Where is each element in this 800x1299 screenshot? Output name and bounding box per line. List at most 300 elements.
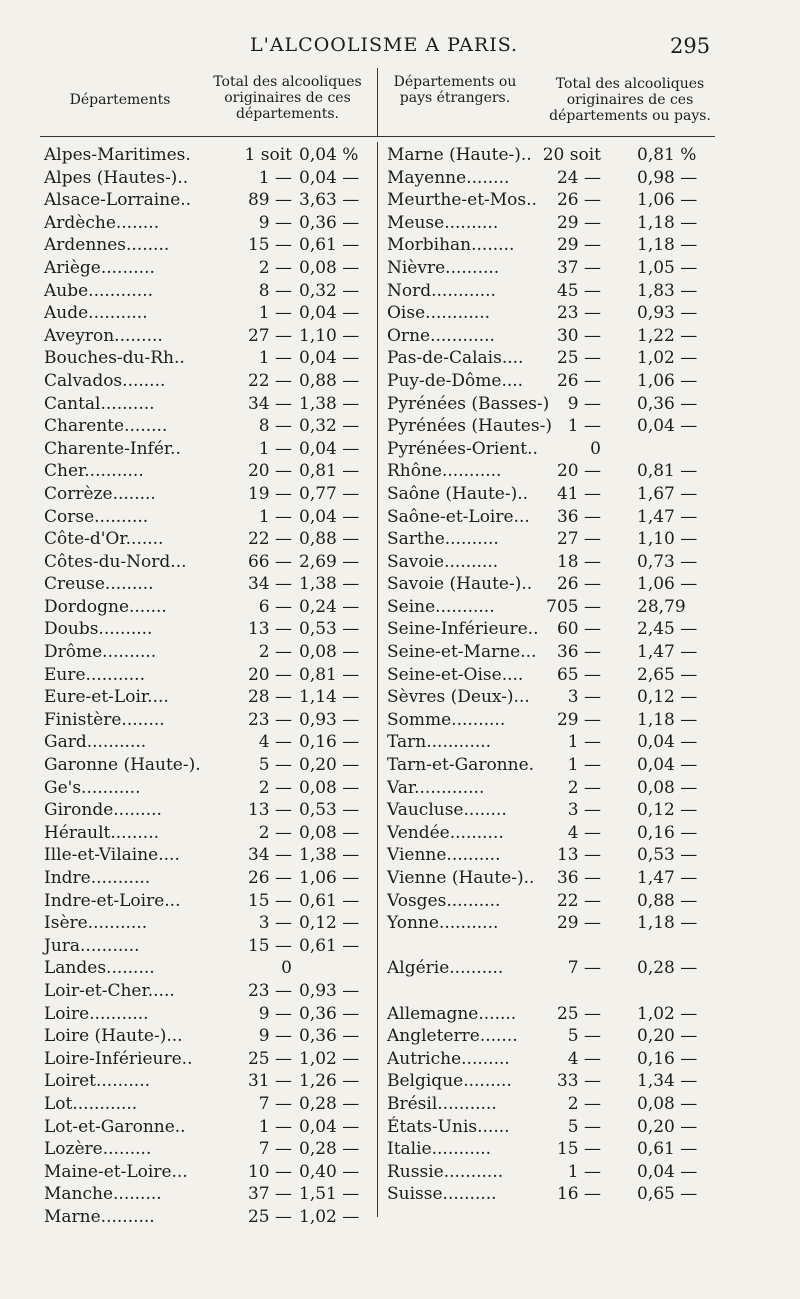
row-percentage: 0,81 —	[637, 461, 698, 482]
row-name: Orne............	[387, 325, 495, 346]
table-row	[44, 189, 374, 212]
row-percentage: 0,04 —	[637, 755, 698, 776]
row-count: 41 —	[556, 483, 601, 504]
table-row	[44, 1070, 374, 1093]
row-count: 22 —	[556, 890, 601, 911]
row-percentage: 0,88 —	[637, 890, 698, 911]
header-column-divider	[377, 68, 378, 136]
table-row	[387, 528, 717, 551]
row-count: 2 —	[258, 257, 292, 278]
row-percentage: 1,18 —	[637, 212, 698, 233]
table-row	[44, 506, 374, 529]
row-name: Brésil...........	[387, 1093, 497, 1114]
row-name: Lot-et-Garonne..	[44, 1116, 186, 1137]
row-name: Cher...........	[44, 461, 144, 482]
row-percentage: 1,67 —	[637, 483, 698, 504]
row-name: Ardèche........	[44, 212, 160, 233]
table-row	[387, 1025, 717, 1048]
row-name: Bouches-du-Rh..	[44, 348, 185, 369]
row-count: 8 —	[258, 416, 292, 437]
row-name: Allemagne.......	[387, 1003, 517, 1024]
table-row	[44, 844, 374, 867]
row-count: 34 —	[247, 574, 292, 595]
row-percentage: 1,22 —	[637, 325, 698, 346]
row-count: 7 —	[567, 958, 601, 979]
table-row	[44, 280, 374, 303]
row-name: Marne..........	[44, 1206, 155, 1227]
table-row	[44, 528, 374, 551]
table-row	[387, 1070, 717, 1093]
table-row	[387, 551, 717, 574]
row-percentage: 0,04 %	[299, 145, 359, 165]
row-spacer	[387, 980, 717, 1003]
row-name: Indre-et-Loire...	[44, 890, 181, 911]
row-name: Italie...........	[387, 1139, 492, 1160]
table-row	[387, 1183, 717, 1206]
row-percentage: 0,16 —	[637, 1048, 698, 1069]
row-percentage: 1,47 —	[637, 868, 698, 888]
row-count: 27 —	[247, 325, 292, 346]
table-row	[44, 257, 374, 280]
row-percentage: 0,36 —	[299, 1003, 360, 1024]
row-count: 19 —	[247, 483, 292, 504]
row-percentage: 0,88 —	[299, 370, 360, 391]
table-row	[44, 1025, 374, 1048]
table-row	[387, 325, 717, 348]
table-row	[387, 302, 717, 325]
table-row	[44, 777, 374, 800]
row-name: Charente-Infér..	[44, 438, 181, 459]
column-header-departements-left: Départements	[69, 92, 171, 108]
page-header	[0, 34, 800, 62]
row-percentage: 1,47 —	[637, 506, 698, 527]
row-name: Creuse.........	[44, 574, 154, 595]
table-row	[44, 596, 374, 619]
row-percentage: 1,51 —	[299, 1184, 360, 1205]
row-percentage: 1,02 —	[637, 1003, 698, 1024]
table-row	[44, 1048, 374, 1071]
table-row	[44, 1138, 374, 1161]
table-row	[44, 980, 374, 1003]
row-name: Nièvre..........	[387, 257, 500, 278]
row-name: Landes.........	[44, 958, 155, 979]
table-row	[387, 1116, 717, 1139]
table-row	[387, 415, 717, 438]
row-name: Aude...........	[44, 303, 148, 324]
row-name: Loire...........	[44, 1003, 149, 1024]
table-row	[44, 167, 374, 190]
left-table-column	[44, 144, 374, 1229]
row-percentage: 0,61 —	[637, 1139, 698, 1160]
row-count: 0	[590, 438, 601, 459]
row-count: 4 —	[567, 822, 601, 843]
table-row	[387, 618, 717, 641]
row-count: 33 —	[556, 1071, 601, 1092]
row-name: Marne (Haute-)..	[387, 145, 532, 165]
row-name: Isère...........	[44, 913, 148, 934]
row-percentage: 0,12 —	[299, 913, 360, 934]
row-count: 60 —	[556, 619, 601, 640]
table-row	[44, 438, 374, 461]
row-percentage: 0,04 —	[637, 1161, 698, 1182]
row-name: Russie...........	[387, 1161, 504, 1182]
table-row	[387, 799, 717, 822]
row-percentage: 1,18 —	[637, 913, 698, 934]
table-row	[44, 754, 374, 777]
row-percentage: 0,32 —	[299, 280, 360, 301]
row-count: 36 —	[556, 642, 601, 663]
row-count: 5 —	[258, 755, 292, 776]
row-percentage: 0,28 —	[299, 1139, 360, 1160]
table-row	[387, 234, 717, 257]
row-percentage: 0,61 —	[299, 935, 360, 956]
row-name: Suisse..........	[387, 1184, 497, 1205]
row-percentage: 0,53 —	[299, 619, 360, 640]
row-name: Seine-Inférieure..	[387, 619, 539, 640]
table-row	[387, 257, 717, 280]
table-row	[387, 844, 717, 867]
row-count: 24 —	[556, 167, 601, 188]
table-row	[44, 822, 374, 845]
row-count: 2 —	[258, 642, 292, 663]
table-row	[44, 144, 374, 167]
table-row	[387, 754, 717, 777]
row-spacer	[387, 935, 717, 958]
row-percentage: 0,04 —	[299, 1116, 360, 1137]
table-row	[387, 167, 717, 190]
table-row	[44, 1093, 374, 1116]
row-name: Côtes-du-Nord...	[44, 551, 187, 572]
row-count: 29 —	[556, 709, 601, 730]
row-count: 25 —	[556, 1003, 601, 1024]
row-name: Vaucluse........	[387, 800, 507, 821]
row-percentage: 0,04 —	[299, 506, 360, 527]
row-count: 15 —	[247, 235, 292, 256]
row-count: 15 —	[247, 890, 292, 911]
row-count: 25 —	[247, 1048, 292, 1069]
row-name: Seine-et-Oise....	[387, 664, 524, 685]
row-percentage: 0,04 —	[637, 416, 698, 437]
row-percentage: 1,02 —	[299, 1206, 360, 1227]
row-count: 1 —	[567, 1161, 601, 1182]
row-percentage: 1,02 —	[299, 1048, 360, 1069]
table-row	[387, 709, 717, 732]
row-name: Nord............	[387, 280, 496, 301]
row-percentage: 3,63 —	[299, 190, 360, 211]
row-count: 2 —	[567, 1093, 601, 1114]
row-percentage: 0,08 —	[637, 1093, 698, 1114]
row-name: Alsace-Lorraine..	[44, 190, 192, 211]
row-count: 2 —	[258, 777, 292, 798]
row-name: Belgique.........	[387, 1071, 512, 1092]
row-count: 45 —	[556, 280, 601, 301]
row-percentage: 0,36 —	[637, 393, 698, 414]
row-count: 2 —	[258, 822, 292, 843]
table-row	[387, 483, 717, 506]
row-percentage: 0,08 —	[299, 822, 360, 843]
row-percentage: 0,65 —	[637, 1184, 698, 1205]
running-title: L'ALCOOLISME A PARIS.	[250, 34, 519, 56]
table-row	[387, 1138, 717, 1161]
row-count: 1 —	[258, 303, 292, 324]
row-name: Corrèze........	[44, 483, 156, 504]
row-count: 18 —	[556, 551, 601, 572]
row-name: Alpes-Maritimes.	[44, 145, 191, 165]
row-percentage: 2,45 —	[637, 619, 698, 640]
table-row	[387, 686, 717, 709]
row-name: Vendée..........	[387, 822, 504, 843]
row-count: 37 —	[247, 1184, 292, 1205]
row-percentage: 0,08 —	[299, 777, 360, 798]
row-percentage: 1,06 —	[637, 574, 698, 595]
table-row	[44, 1003, 374, 1026]
row-name: Pyrénées (Basses-)	[387, 393, 550, 414]
row-percentage: 0,36 —	[299, 212, 360, 233]
row-count: 10 —	[247, 1161, 292, 1182]
table-row	[387, 912, 717, 935]
row-percentage: 0,81 %	[637, 145, 697, 165]
row-count: 20 soit	[542, 145, 601, 165]
row-percentage: 0,61 —	[299, 235, 360, 256]
row-percentage: 0,28 —	[637, 958, 698, 979]
table-row	[387, 1161, 717, 1184]
table-row	[44, 370, 374, 393]
row-percentage: 0,93 —	[637, 303, 698, 324]
table-row	[44, 551, 374, 574]
table-row	[44, 483, 374, 506]
table-row	[44, 867, 374, 890]
table-row	[387, 641, 717, 664]
row-name: Autriche.........	[387, 1048, 510, 1069]
row-name: Corse..........	[44, 506, 149, 527]
row-name: Tarn-et-Garonne.	[387, 755, 535, 776]
row-name: Ardennes........	[44, 235, 170, 256]
row-name: Ariège..........	[44, 257, 155, 278]
row-name: Saône (Haute-)..	[387, 483, 529, 504]
row-count: 7 —	[258, 1093, 292, 1114]
row-percentage: 1,18 —	[637, 235, 698, 256]
page-number: 295	[670, 34, 711, 58]
table-row	[387, 1093, 717, 1116]
row-percentage: 0,32 —	[299, 416, 360, 437]
table-row	[387, 596, 717, 619]
row-name: Vienne (Haute-)..	[387, 868, 535, 888]
row-count: 25 —	[247, 1206, 292, 1227]
row-name: Gironde.........	[44, 800, 162, 821]
table-row	[387, 506, 717, 529]
row-name: Seine...........	[387, 596, 495, 617]
row-count: 1 —	[258, 348, 292, 369]
row-name: Savoie (Haute-)..	[387, 574, 533, 595]
column-header-departements-right: Départements ou pays étrangers.	[393, 74, 517, 106]
table-row	[44, 641, 374, 664]
table-row	[387, 438, 717, 461]
column-header-total-right: Total des alcooliques originaires de ces départements ou pays.	[549, 76, 711, 124]
header-rule	[40, 136, 715, 137]
row-percentage: 1,38 —	[299, 393, 360, 414]
table-row	[44, 393, 374, 416]
row-percentage: 0,20 —	[637, 1116, 698, 1137]
row-count: 5 —	[567, 1026, 601, 1047]
table-row	[387, 1048, 717, 1071]
row-percentage: 0,53 —	[637, 845, 698, 866]
row-count: 26 —	[247, 868, 292, 888]
row-name: Loiret..........	[44, 1071, 151, 1092]
row-name: Aveyron.........	[44, 325, 163, 346]
row-percentage: 2,69 —	[299, 551, 360, 572]
row-count: 4 —	[258, 732, 292, 753]
table-row	[44, 1183, 374, 1206]
row-count: 23 —	[247, 709, 292, 730]
row-count: 26 —	[556, 190, 601, 211]
table-row	[44, 347, 374, 370]
row-percentage: 1,38 —	[299, 574, 360, 595]
row-count: 7 —	[258, 1139, 292, 1160]
row-percentage: 0,08 —	[299, 257, 360, 278]
table-row	[387, 347, 717, 370]
row-name: Côte-d'Or.......	[44, 529, 164, 550]
row-count: 0	[281, 958, 292, 979]
table-column-divider	[377, 142, 378, 1217]
row-count: 3 —	[567, 800, 601, 821]
table-row	[387, 777, 717, 800]
table-row	[44, 618, 374, 641]
row-percentage: 1,10 —	[637, 529, 698, 550]
row-percentage: 1,05 —	[637, 257, 698, 278]
row-count: 23 —	[556, 303, 601, 324]
table-row	[387, 822, 717, 845]
row-count: 27 —	[556, 529, 601, 550]
row-name: Pas-de-Calais....	[387, 348, 524, 369]
table-row	[44, 1116, 374, 1139]
table-row	[44, 1161, 374, 1184]
table-row	[44, 1206, 374, 1229]
row-name: Eure-et-Loir....	[44, 687, 169, 708]
row-name: Algérie..........	[387, 958, 504, 979]
row-name: Alpes (Hautes-)..	[44, 167, 189, 188]
right-table-column	[387, 144, 717, 1206]
row-name: Loire (Haute-)...	[44, 1026, 183, 1047]
table-row	[44, 890, 374, 913]
row-percentage: 0,16 —	[637, 822, 698, 843]
row-percentage: 0,24 —	[299, 596, 360, 617]
table-row	[387, 460, 717, 483]
row-percentage: 0,04 —	[299, 167, 360, 188]
row-percentage: 1,06 —	[637, 370, 698, 391]
row-percentage: 0,88 —	[299, 529, 360, 550]
row-name: Dordogne.......	[44, 596, 167, 617]
row-count: 20 —	[247, 461, 292, 482]
row-count: 2 —	[567, 777, 601, 798]
row-percentage: 0,04 —	[299, 348, 360, 369]
row-count: 9 —	[567, 393, 601, 414]
row-percentage: 1,47 —	[637, 642, 698, 663]
row-percentage: 0,28 —	[299, 1093, 360, 1114]
row-name: Loir-et-Cher.....	[44, 980, 175, 1001]
row-name: Charente........	[44, 416, 168, 437]
row-count: 36 —	[556, 868, 601, 888]
row-count: 1 —	[567, 416, 601, 437]
row-percentage: 1,18 —	[637, 709, 698, 730]
row-count: 1 —	[258, 1116, 292, 1137]
row-percentage: 2,65 —	[637, 664, 698, 685]
row-percentage: 1,38 —	[299, 845, 360, 866]
row-name: Ille-et-Vilaine....	[44, 845, 180, 866]
row-count: 1 —	[258, 167, 292, 188]
row-count: 1 —	[567, 755, 601, 776]
row-count: 22 —	[247, 529, 292, 550]
row-percentage: 0,61 —	[299, 890, 360, 911]
row-name: Eure...........	[44, 664, 145, 685]
row-count: 15 —	[247, 935, 292, 956]
row-name: Lot............	[44, 1093, 138, 1114]
row-count: 3 —	[567, 687, 601, 708]
row-name: Aube............	[44, 280, 154, 301]
row-count: 9 —	[258, 1026, 292, 1047]
table-row	[44, 212, 374, 235]
table-row	[44, 686, 374, 709]
row-name: Sarthe..........	[387, 529, 499, 550]
row-name: Vosges..........	[387, 890, 501, 911]
row-percentage: 1,10 —	[299, 325, 360, 346]
row-percentage: 1,06 —	[637, 190, 698, 211]
row-name: Manche.........	[44, 1184, 162, 1205]
row-count: 1 soit	[244, 145, 292, 165]
row-count: 705 —	[546, 596, 601, 617]
row-count: 30 —	[556, 325, 601, 346]
table-row	[387, 212, 717, 235]
row-count: 66 —	[247, 551, 292, 572]
row-percentage: 0,93 —	[299, 980, 360, 1001]
table-row	[44, 957, 374, 980]
row-percentage: 0,77 —	[299, 483, 360, 504]
table-row	[387, 573, 717, 596]
row-percentage: 28,79	[637, 596, 686, 617]
row-name: Calvados........	[44, 370, 166, 391]
row-name: Puy-de-Dôme....	[387, 370, 524, 391]
row-name: Vienne..........	[387, 845, 501, 866]
row-count: 29 —	[556, 212, 601, 233]
row-percentage: 1,83 —	[637, 280, 698, 301]
table-row	[44, 573, 374, 596]
row-percentage: 0,20 —	[637, 1026, 698, 1047]
table-row	[387, 867, 717, 890]
column-header-total-left: Total des alcooliques originaires de ces départements.	[213, 74, 362, 122]
table-row	[44, 799, 374, 822]
row-count: 13 —	[247, 800, 292, 821]
row-percentage: 0,73 —	[637, 551, 698, 572]
row-name: Mayenne........	[387, 167, 510, 188]
row-name: Savoie..........	[387, 551, 499, 572]
table-row	[387, 144, 717, 167]
row-name: Pyrénées (Hautes-)	[387, 416, 552, 437]
row-count: 29 —	[556, 235, 601, 256]
row-name: Morbihan........	[387, 235, 515, 256]
row-count: 23 —	[247, 980, 292, 1001]
row-percentage: 0,40 —	[299, 1161, 360, 1182]
row-percentage: 0,08 —	[299, 642, 360, 663]
row-name: Seine-et-Marne...	[387, 642, 537, 663]
row-count: 34 —	[247, 845, 292, 866]
row-name: Hérault.........	[44, 822, 159, 843]
row-count: 36 —	[556, 506, 601, 527]
row-name: Tarn............	[387, 732, 492, 753]
row-count: 13 —	[556, 845, 601, 866]
row-count: 26 —	[556, 370, 601, 391]
row-percentage: 0,93 —	[299, 709, 360, 730]
row-percentage: 1,06 —	[299, 868, 360, 888]
row-name: Somme..........	[387, 709, 506, 730]
